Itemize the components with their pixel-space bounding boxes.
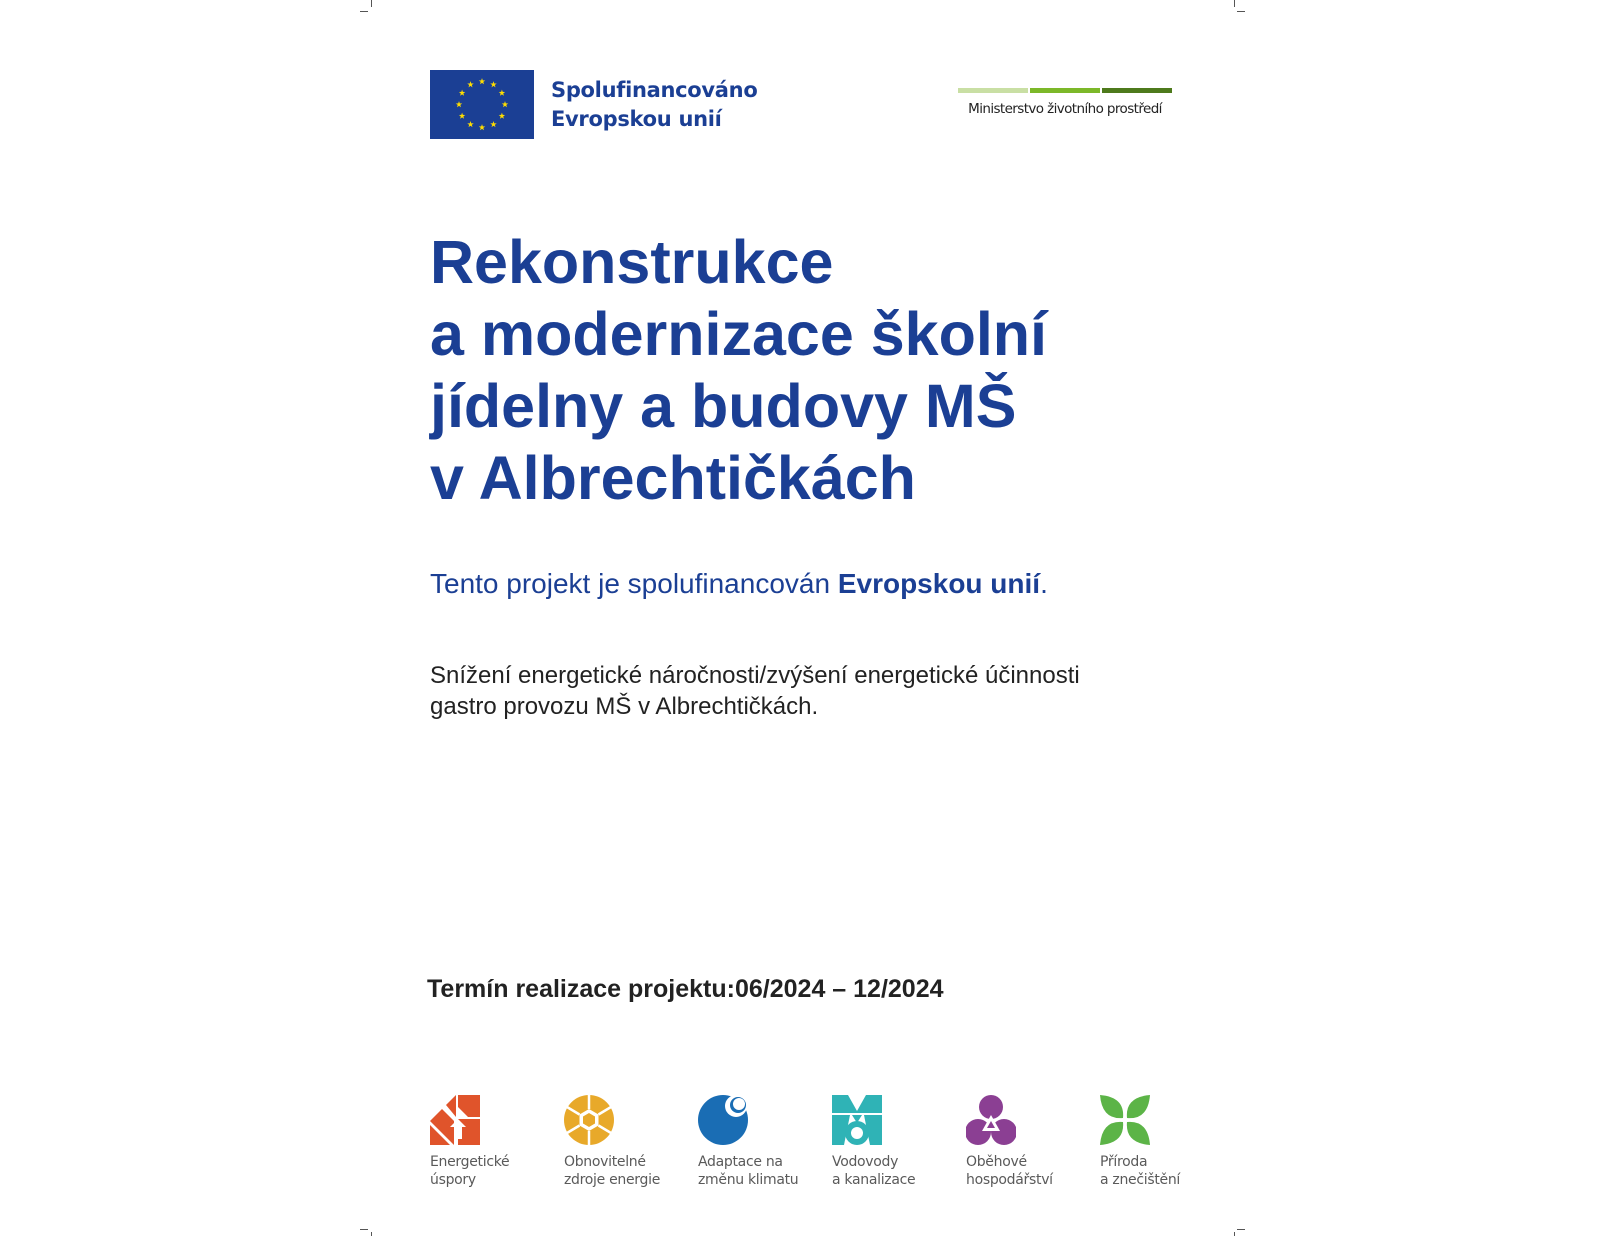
category-label [564, 1153, 694, 1189]
ministry-color-bars [958, 88, 1172, 93]
category-label-line: Vodovody [832, 1154, 899, 1170]
category-label-line: hospodářství [966, 1172, 1053, 1188]
eu-flag-icon [430, 70, 534, 139]
project-title-line: v Albrechtičkách [430, 444, 916, 512]
circular-economy-icon [966, 1095, 1016, 1145]
crop-mark-bottom-left [371, 1232, 372, 1236]
climate-adaptation-icon [698, 1095, 748, 1145]
project-description-line: Snížení energetické náročnosti/zvýšení energetické účinnosti [430, 662, 1080, 689]
ministry-bar-medium [1030, 88, 1100, 93]
eu-logo-line1: Spolufinancováno [551, 77, 758, 102]
ministry-bar-light [958, 88, 1028, 93]
cofinancing-emphasis: Evropskou unií [837, 568, 1041, 599]
project-term-value: 06/2024 – 12/2024 [734, 975, 944, 1003]
category-label [698, 1153, 828, 1189]
project-term-label: Termín realizace projektu: [427, 975, 735, 1003]
ministry-bar-dark [1102, 88, 1172, 93]
category-label [430, 1153, 560, 1189]
category-climate-adaptation [698, 1095, 828, 1189]
category-label-line: a kanalizace [832, 1172, 916, 1188]
category-label-line: úspory [430, 1172, 476, 1188]
water-sewerage-icon [832, 1095, 882, 1145]
renewable-energy-icon [564, 1095, 614, 1145]
cofinancing-suffix: . [1040, 568, 1048, 599]
project-description [430, 660, 1080, 722]
ministry-name: Ministerstvo životního prostředí [968, 101, 1162, 117]
cofinancing-prefix: Tento projekt je spolufinancován [430, 568, 838, 599]
category-label [1100, 1153, 1230, 1189]
category-water-sewerage [832, 1095, 962, 1189]
category-renewable-energy [564, 1095, 694, 1189]
project-title-line: Rekonstrukce [430, 228, 834, 296]
category-label-line: změnu klimatu [698, 1172, 799, 1188]
category-label-line: zdroje energie [564, 1172, 661, 1188]
category-label-line: Adaptace na [698, 1154, 783, 1170]
cofinancing-statement [430, 568, 1048, 600]
category-label-line: Energetické [430, 1154, 510, 1170]
crop-mark-top-right [1237, 11, 1245, 12]
category-label-line: Oběhové [966, 1154, 1027, 1170]
crop-mark-bottom-right [1237, 1229, 1245, 1230]
eu-cofinancing-logo [430, 70, 757, 139]
project-description-line: gastro provozu MŠ v Albrechtičkách. [430, 693, 819, 720]
category-circular-economy [966, 1095, 1096, 1189]
project-title-line: a modernizace školní [430, 300, 1047, 368]
crop-mark-top-left [371, 0, 372, 7]
category-label [966, 1153, 1096, 1189]
ministry-logo [958, 88, 1172, 117]
category-label-line: Obnovitelné [564, 1154, 646, 1170]
eu-logo-text [551, 76, 757, 134]
energy-savings-icon [430, 1095, 480, 1145]
crop-mark-bottom-right [1234, 1232, 1235, 1236]
project-title [430, 226, 1047, 514]
category-energy-savings [430, 1095, 560, 1189]
project-title-line: jídelny a budovy MŠ [430, 372, 1017, 440]
category-label-line: Příroda [1100, 1154, 1148, 1170]
crop-mark-bottom-left [360, 1229, 368, 1230]
crop-mark-top-right [1234, 0, 1235, 7]
crop-mark-top-left [360, 11, 368, 12]
eu-logo-line2: Evropskou unií [551, 106, 722, 131]
category-label [832, 1153, 962, 1189]
project-term [427, 975, 944, 1004]
nature-pollution-icon [1100, 1095, 1150, 1145]
category-nature-pollution [1100, 1095, 1230, 1189]
category-label-line: a znečištění [1100, 1172, 1181, 1188]
